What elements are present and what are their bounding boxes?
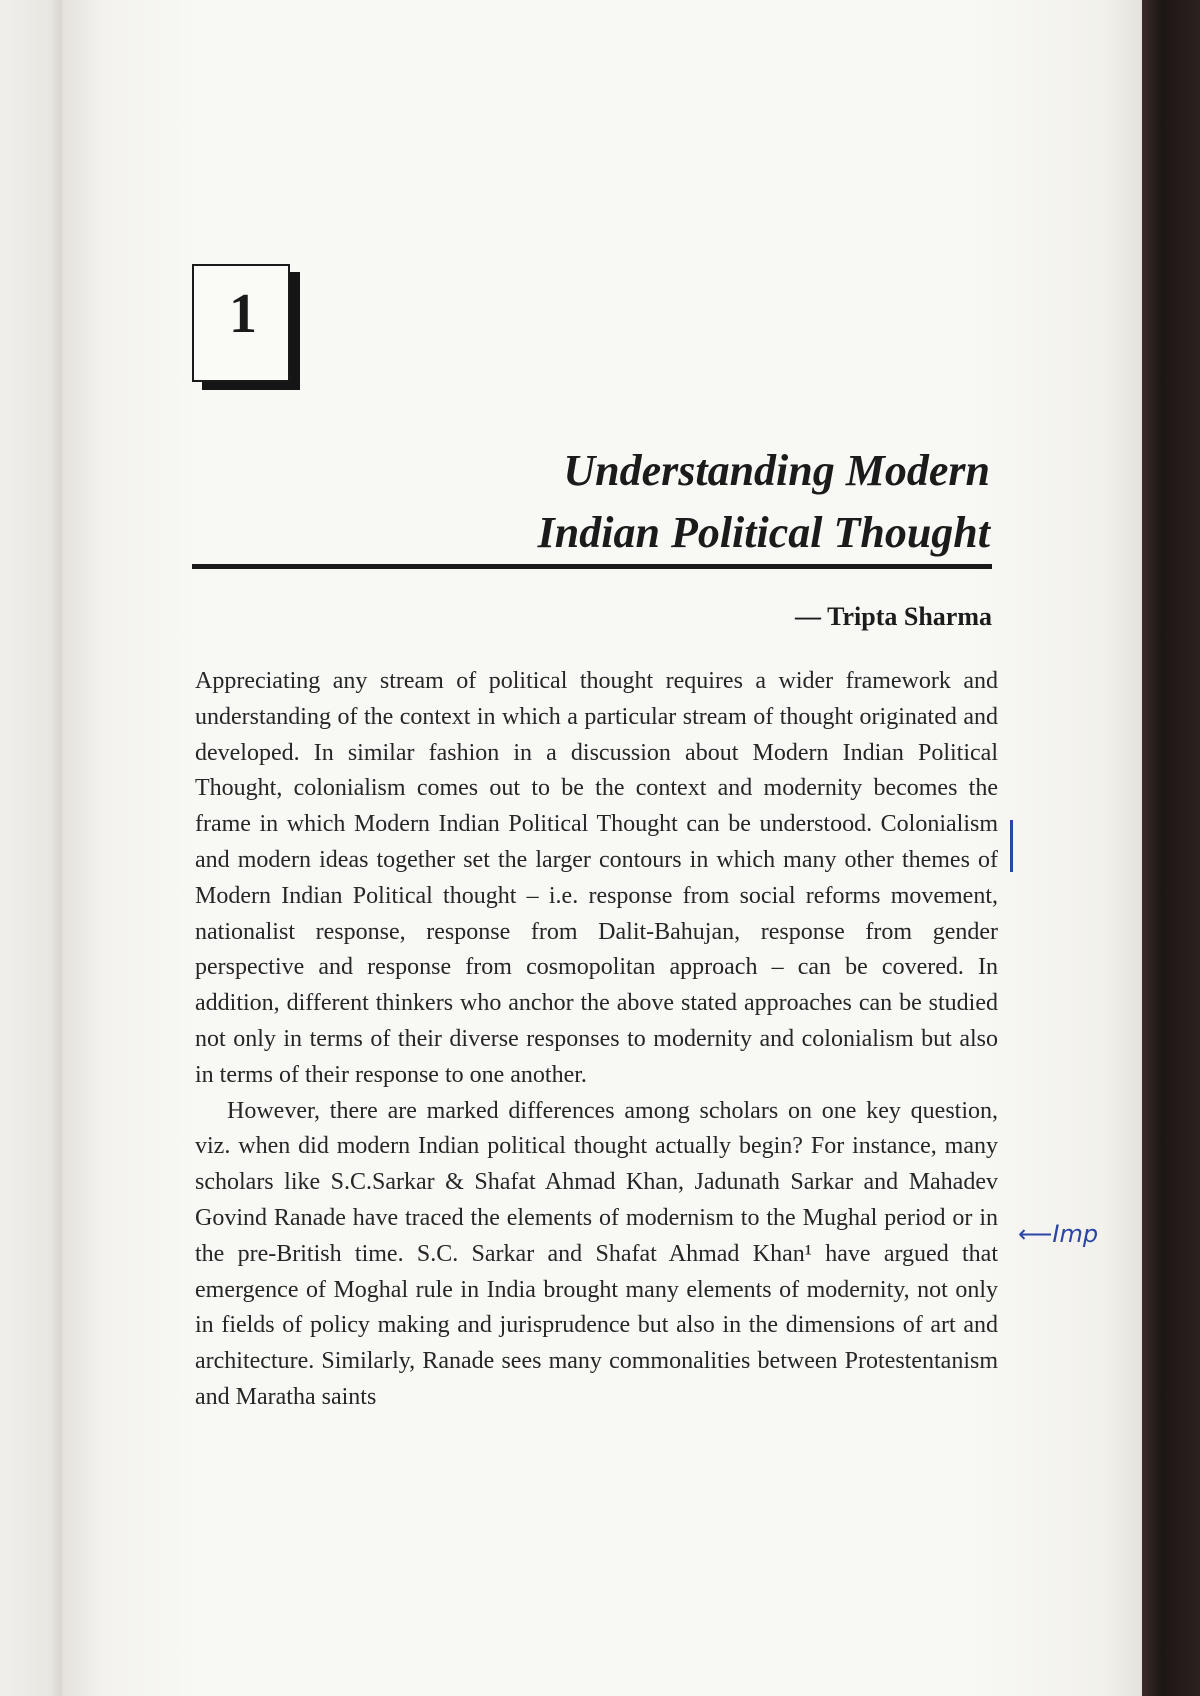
chapter-title-line-2: Indian Political Thought bbox=[537, 508, 990, 557]
paragraph-2: However, there are marked differences among scholars on one key question, viz. when did modern Indian political thought actually begin? For instance, many scholars like S.C.Sarkar & Shafat Ahmad Khan, Jadunath Sarkar and Mahadev Govind Ranade have traced the elements of modernism to the Mughal period or in the pre-British time. S.C. Sarkar and Shafat Ahmad Khan¹ have argued that emergence of Moghal rule in India brought many elements of modernity, not only in fields of policy making and jurisprudence but also in the dimensions of art and architecture. Similarly, Ranade sees many commonalities between Protestentanism and Maratha saints bbox=[195, 1097, 998, 1410]
title-rule bbox=[192, 564, 992, 569]
page-right-edge bbox=[1142, 0, 1200, 1696]
author-name: — Tripta Sharma bbox=[795, 602, 992, 631]
page-left-shadow bbox=[0, 0, 62, 1696]
chapter-title bbox=[538, 440, 990, 564]
margin-mark-bar bbox=[1010, 820, 1013, 872]
chapter-number-box bbox=[192, 264, 290, 382]
body-text bbox=[195, 664, 998, 1416]
handwritten-margin-note: ⟵Imp bbox=[1018, 1220, 1099, 1248]
paragraph-1: Appreciating any stream of political thought requires a wider framework and understanding of the context in which a particular stream of thought originated and developed. In similar fashion in a discussion about Modern Indian Political Thought, colonialism comes out to be the context and modernity becomes the frame in which Modern Indian Political Thought can be understood. Colonialism and modern ideas together set the larger contours in which many other themes of Modern Indian Political thought – i.e. response from social reforms movement, nationalist response, response from Dalit-Bahujan, response from gender perspective and response from cosmopolitan approach – can be covered. In addition, different thinkers who anchor the above stated approaches can be studied not only in terms of their diverse responses to modernity and colonialism but also in terms of their response to one another. bbox=[195, 668, 998, 1088]
chapter-number: 1 bbox=[229, 283, 257, 345]
chapter-title-line-1: Understanding Modern bbox=[563, 446, 990, 495]
